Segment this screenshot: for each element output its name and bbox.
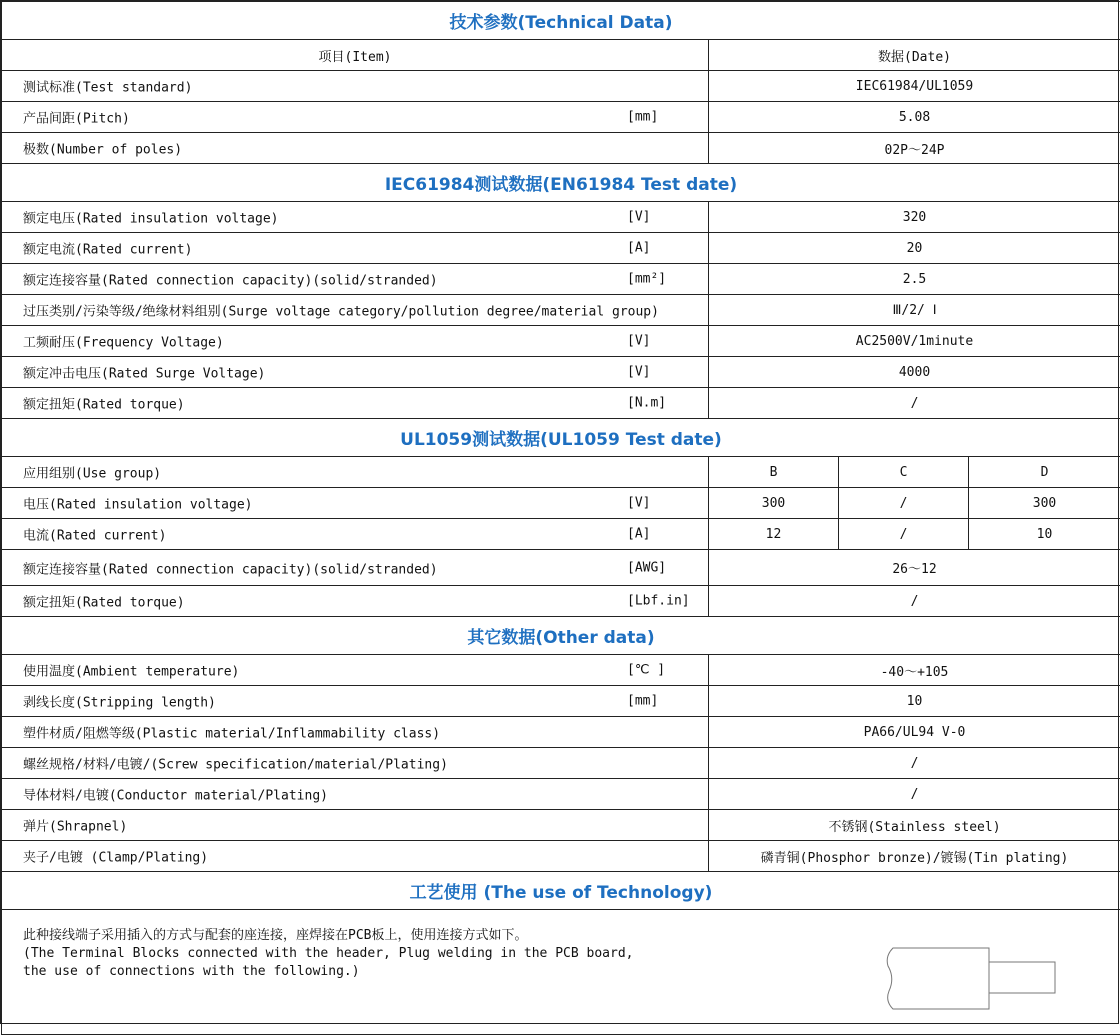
row-label-text: 螺丝规格/材料/电镀/(Screw specification/material/Plating) (23, 754, 448, 773)
row-label-text: 产品间距(Pitch) (23, 108, 130, 127)
row-label (2, 71, 709, 102)
table-row (2, 202, 1120, 233)
row-value: 5.08 (709, 102, 1120, 133)
row-label-text: 额定连接容量(Rated connection capacity)(solid/stranded) (23, 558, 438, 577)
row-label (2, 133, 709, 164)
row-label-text: 测试标准(Test standard) (23, 77, 192, 96)
group-c: C (839, 457, 969, 488)
voltage-d: 300 (969, 488, 1120, 519)
technology-text (23, 927, 633, 981)
header-item: 项目(Item) (2, 40, 709, 71)
group-b: B (709, 457, 839, 488)
row-label (2, 550, 709, 586)
row-label (2, 102, 709, 133)
table-row (2, 357, 1120, 388)
row-label (2, 357, 709, 388)
row-value: PA66/UL94 V-0 (709, 717, 1120, 748)
table-title: 技术参数(Technical Data) (2, 2, 1120, 40)
row-label-text: 额定冲击电压(Rated Surge Voltage) (23, 363, 265, 382)
row-value: 4000 (709, 357, 1120, 388)
row-value: IEC61984/UL1059 (709, 71, 1120, 102)
row-label (2, 748, 709, 779)
row-label (2, 841, 709, 872)
table-row (2, 717, 1120, 748)
technical-data-table (1, 1, 1120, 1035)
row-label-text: 剥线长度(Stripping length) (23, 692, 216, 711)
row-value: 320 (709, 202, 1120, 233)
row-value: 10 (709, 686, 1120, 717)
row-value: 02P～24P (709, 133, 1120, 164)
row-label-text: 额定扭矩(Rated torque) (23, 394, 185, 413)
row-value: AC2500V/1minute (709, 326, 1120, 357)
row-value: 不锈钢(Stainless steel) (709, 810, 1120, 841)
row-label-text: 额定扭矩(Rated torque) (23, 592, 185, 611)
voltage-c: / (839, 488, 969, 519)
row-value: Ⅲ/2/ Ⅰ (709, 295, 1120, 326)
row-value: 26～12 (709, 550, 1120, 586)
plug-body (887, 948, 989, 1009)
row-label-text: 过压类别/污染等级/绝缘材料组别(Surge voltage category/pollution degree/material group) (23, 301, 659, 320)
table-row (2, 586, 1120, 617)
row-label-text: 弹片(Shrapnel) (23, 816, 127, 835)
row-unit: [V] (627, 496, 650, 511)
row-label (2, 586, 709, 617)
row-unit: [Lbf.in] (627, 594, 690, 609)
row-label (2, 233, 709, 264)
row-label (2, 295, 709, 326)
technology-text-line: the use of connections with the following.) (23, 963, 633, 981)
row-label-text: 电压(Rated insulation voltage) (23, 494, 253, 513)
row-label-text: 极数(Number of poles) (23, 139, 182, 158)
group-d: D (969, 457, 1120, 488)
section-title-technology: 工艺使用 (The use of Technology) (2, 872, 1120, 910)
row-value: 20 (709, 233, 1120, 264)
row-label-text: 额定电流(Rated current) (23, 239, 192, 258)
row-unit: [A] (627, 241, 650, 256)
row-label (2, 717, 709, 748)
row-label-text: 夹子/电镀 (Clamp/Plating) (23, 847, 208, 866)
section-title-other: 其它数据(Other data) (2, 617, 1120, 655)
table-row (2, 748, 1120, 779)
row-label-text: 塑件材质/阻燃等级(Plastic material/Inflammability class) (23, 723, 440, 742)
row-value: -40～+105 (709, 655, 1120, 686)
row-label (2, 457, 709, 488)
row-label-text: 额定电压(Rated insulation voltage) (23, 208, 279, 227)
row-label-text: 电流(Rated current) (23, 525, 166, 544)
table-row (2, 488, 1120, 519)
row-label (2, 686, 709, 717)
current-d: 10 (969, 519, 1120, 550)
header-data: 数据(Date) (709, 40, 1120, 71)
table-row (2, 550, 1120, 586)
row-value: / (709, 388, 1120, 419)
row-label-text: 使用温度(Ambient temperature) (23, 661, 239, 680)
current-c: / (839, 519, 969, 550)
row-value: / (709, 748, 1120, 779)
row-unit: [V] (627, 334, 650, 349)
row-value: / (709, 586, 1120, 617)
table-row (2, 841, 1120, 872)
table-row (2, 457, 1120, 488)
row-label (2, 326, 709, 357)
row-label (2, 388, 709, 419)
current-b: 12 (709, 519, 839, 550)
table-row (2, 686, 1120, 717)
row-label (2, 264, 709, 295)
row-unit: [V] (627, 210, 650, 225)
header-body (989, 962, 1055, 993)
row-unit: [mm] (627, 694, 658, 709)
table-row (2, 71, 1120, 102)
row-label-text: 导体材料/电镀(Conductor material/Plating) (23, 785, 328, 804)
table-row (2, 102, 1120, 133)
table-row (2, 388, 1120, 419)
row-label-text: 额定连接容量(Rated connection capacity)(solid/stranded) (23, 270, 438, 289)
row-label (2, 810, 709, 841)
row-value: / (709, 779, 1120, 810)
table-row (2, 233, 1120, 264)
row-unit: [A] (627, 527, 650, 542)
table-row (2, 326, 1120, 357)
row-label (2, 779, 709, 810)
row-unit: [AWG] (627, 560, 666, 575)
row-value: 2.5 (709, 264, 1120, 295)
connection-diagram (885, 946, 1061, 1016)
row-label-text: 应用组别(Use group) (23, 463, 161, 482)
table-row (2, 264, 1120, 295)
row-label (2, 519, 709, 550)
voltage-b: 300 (709, 488, 839, 519)
table-row (2, 519, 1120, 550)
table-row (2, 295, 1120, 326)
row-label-text: 工频耐压(Frequency Voltage) (23, 332, 224, 351)
row-unit: [V] (627, 365, 650, 380)
section-title-iec: IEC61984测试数据(EN61984 Test date) (2, 164, 1120, 202)
row-label (2, 202, 709, 233)
row-unit: [mm] (627, 110, 658, 125)
row-label (2, 488, 709, 519)
section-title-ul: UL1059测试数据(UL1059 Test date) (2, 419, 1120, 457)
row-unit: [mm²] (627, 272, 666, 287)
row-value: 磷青铜(Phosphor bronze)/镀锡(Tin plating) (709, 841, 1120, 872)
table-row (2, 810, 1120, 841)
table-row (2, 779, 1120, 810)
technology-text-line: 此种接线端子采用插入的方式与配套的座连接，座焊接在PCB板上，使用连接方式如下。 (23, 927, 633, 945)
row-unit: [N.m] (627, 396, 666, 411)
table-row (2, 133, 1120, 164)
row-unit: [℃ ] (627, 663, 665, 678)
row-label (2, 655, 709, 686)
technology-text-line: (The Terminal Blocks connected with the header, Plug welding in the PCB board, (23, 945, 633, 963)
table-row (2, 655, 1120, 686)
